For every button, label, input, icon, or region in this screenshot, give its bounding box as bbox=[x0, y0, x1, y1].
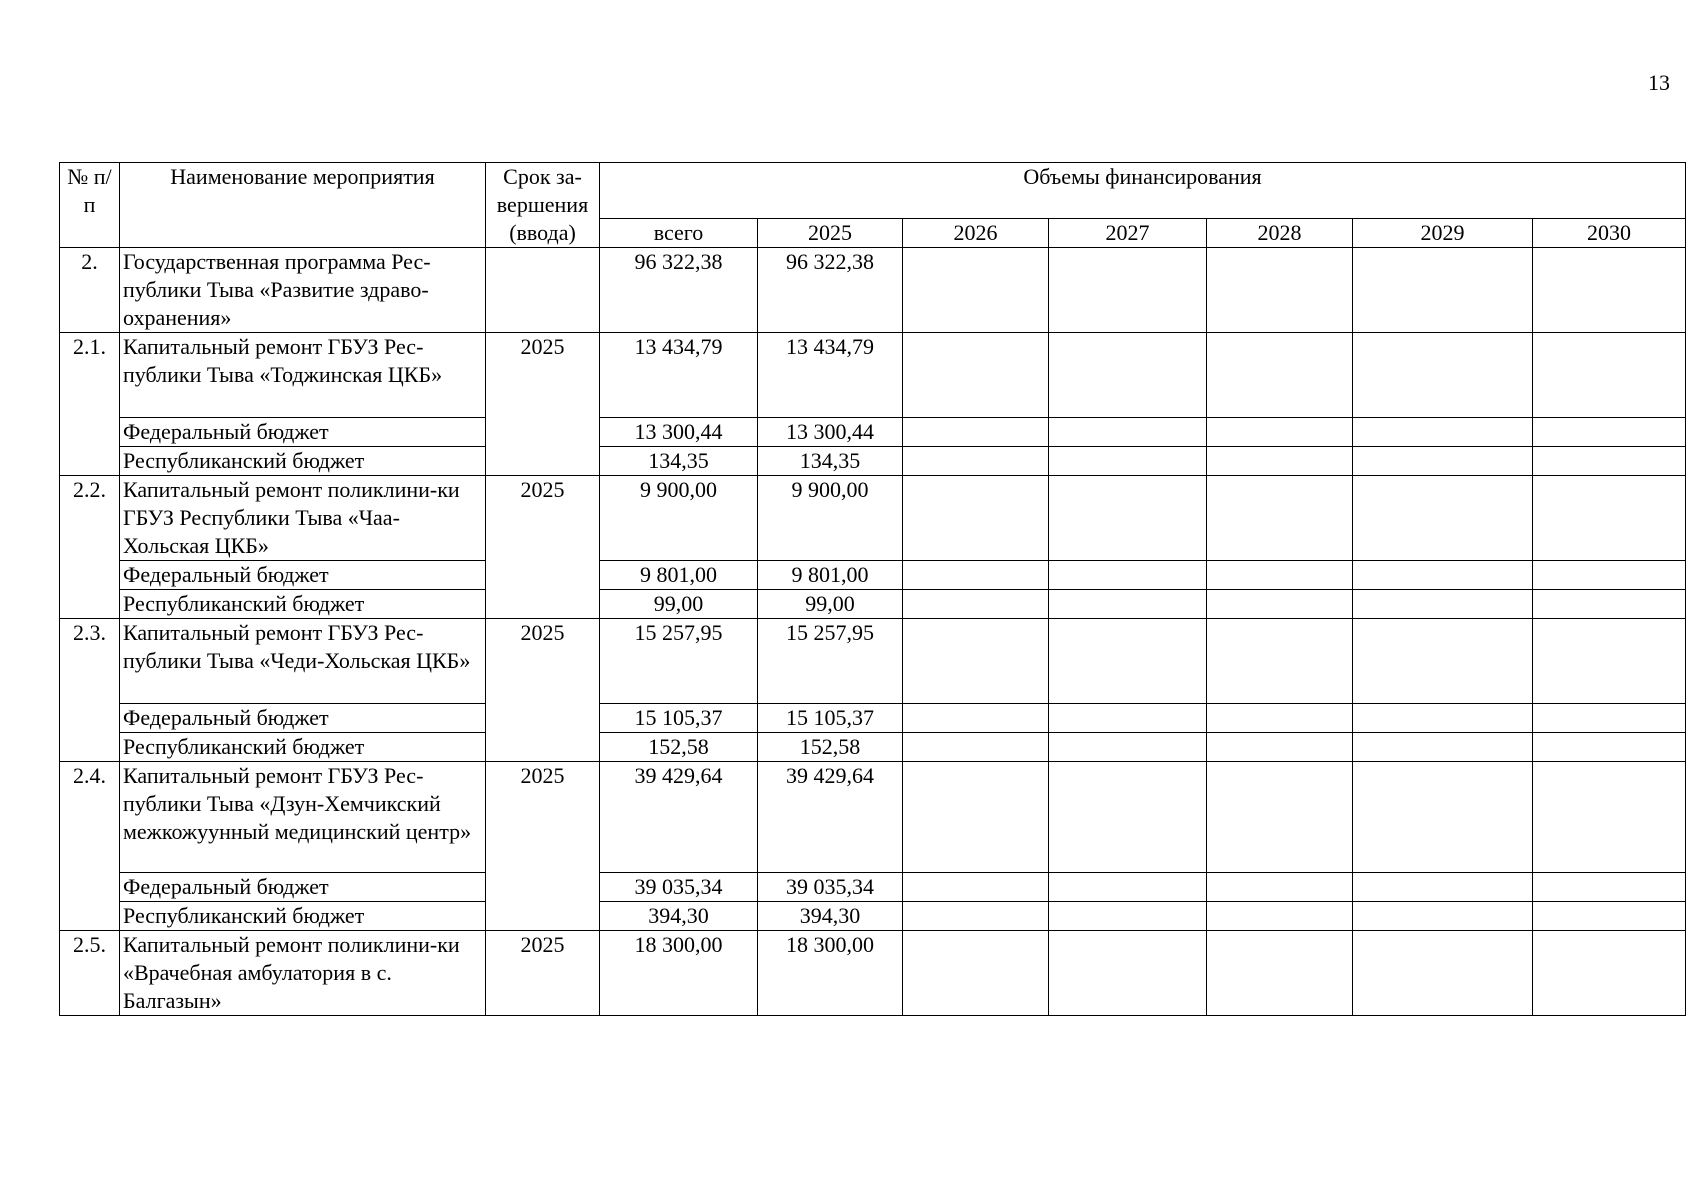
header-year: 2028 bbox=[1207, 218, 1353, 247]
table-row bbox=[60, 619, 1686, 704]
federal-total: 39 035,34 bbox=[600, 873, 758, 902]
row-deadline: 2025 bbox=[486, 476, 600, 619]
republic-2025: 99,00 bbox=[758, 590, 903, 619]
republic-total: 99,00 bbox=[600, 590, 758, 619]
header-num: № п/п bbox=[60, 163, 120, 248]
republic-total: 134,35 bbox=[600, 447, 758, 476]
row-name: Государственная программа Рес-публики Тыва «Развитие здраво-охранения» bbox=[120, 248, 486, 333]
federal-total: 15 105,37 bbox=[600, 704, 758, 733]
republic-budget-label: Республиканский бюджет bbox=[120, 447, 486, 476]
row-2025: 13 434,79 bbox=[758, 333, 903, 418]
federal-budget-label: Федеральный бюджет bbox=[120, 561, 486, 590]
row-num: 2.3. bbox=[60, 619, 120, 762]
header-year: 2027 bbox=[1049, 218, 1207, 247]
row-2025: 96 322,38 bbox=[758, 248, 903, 333]
federal-budget-label: Федеральный бюджет bbox=[120, 418, 486, 447]
row-deadline: 2025 bbox=[486, 333, 600, 476]
row-num: 2.4. bbox=[60, 762, 120, 931]
table-row bbox=[60, 762, 1686, 873]
header-funding: Объемы финансирования bbox=[600, 163, 1686, 219]
header-total: всего bbox=[600, 218, 758, 247]
row-name: Капитальный ремонт поликлини-ки ГБУЗ Республики Тыва «Чаа-Хольская ЦКБ» bbox=[120, 476, 486, 561]
row-deadline: 2025 bbox=[486, 762, 600, 931]
republic-budget-label: Республиканский бюджет bbox=[120, 733, 486, 762]
header-year: 2030 bbox=[1533, 218, 1686, 247]
federal-budget-label: Федеральный бюджет bbox=[120, 704, 486, 733]
header-name: Наименование мероприятия bbox=[120, 163, 486, 248]
federal-total: 9 801,00 bbox=[600, 561, 758, 590]
row-name: Капитальный ремонт ГБУЗ Рес-публики Тыва «Дзун-Хемчикский межкожуунный медицинский центр» bbox=[120, 762, 486, 873]
header-deadline: Срок за-вершения (ввода) bbox=[486, 163, 600, 248]
row-deadline: 2025 bbox=[486, 931, 600, 1016]
row-total: 15 257,95 bbox=[600, 619, 758, 704]
page-number: 13 bbox=[1648, 70, 1670, 95]
table-row bbox=[60, 704, 1686, 733]
federal-budget-label: Федеральный бюджет bbox=[120, 873, 486, 902]
republic-2025: 394,30 bbox=[758, 902, 903, 931]
republic-2025: 134,35 bbox=[758, 447, 903, 476]
row-name: Капитальный ремонт ГБУЗ Рес-публики Тыва «Тоджинская ЦКБ» bbox=[120, 333, 486, 418]
header-year: 2025 bbox=[758, 218, 903, 247]
table-row bbox=[60, 561, 1686, 590]
table-row bbox=[60, 418, 1686, 447]
row-deadline bbox=[486, 248, 600, 333]
table-row bbox=[60, 333, 1686, 418]
row-total: 96 322,38 bbox=[600, 248, 758, 333]
row-total: 18 300,00 bbox=[600, 931, 758, 1016]
federal-2025: 9 801,00 bbox=[758, 561, 903, 590]
row-num: 2.2. bbox=[60, 476, 120, 619]
row-total: 9 900,00 bbox=[600, 476, 758, 561]
row-total: 13 434,79 bbox=[600, 333, 758, 418]
federal-total: 13 300,44 bbox=[600, 418, 758, 447]
row-2025: 9 900,00 bbox=[758, 476, 903, 561]
federal-2025: 39 035,34 bbox=[758, 873, 903, 902]
row-num: 2. bbox=[60, 248, 120, 333]
republic-budget-label: Республиканский бюджет bbox=[120, 902, 486, 931]
row-2025: 15 257,95 bbox=[758, 619, 903, 704]
row-deadline: 2025 bbox=[486, 619, 600, 762]
row-name: Капитальный ремонт поликлини-ки «Врачебная амбулатория в с. Балгазын» bbox=[120, 931, 486, 1016]
table-row bbox=[60, 476, 1686, 561]
header-year: 2029 bbox=[1353, 218, 1533, 247]
republic-total: 152,58 bbox=[600, 733, 758, 762]
row-total: 39 429,64 bbox=[600, 762, 758, 873]
table-row bbox=[60, 902, 1686, 931]
table-row bbox=[60, 931, 1686, 1016]
table-row bbox=[60, 590, 1686, 619]
row-2025: 39 429,64 bbox=[758, 762, 903, 873]
federal-2025: 13 300,44 bbox=[758, 418, 903, 447]
table-row bbox=[60, 873, 1686, 902]
table-row bbox=[60, 447, 1686, 476]
federal-2025: 15 105,37 bbox=[758, 704, 903, 733]
republic-total: 394,30 bbox=[600, 902, 758, 931]
republic-budget-label: Республиканский бюджет bbox=[120, 590, 486, 619]
row-num: 2.5. bbox=[60, 931, 120, 1016]
republic-2025: 152,58 bbox=[758, 733, 903, 762]
table-row bbox=[60, 248, 1686, 333]
table-row bbox=[60, 733, 1686, 762]
funding-table bbox=[59, 162, 1686, 1016]
header-year: 2026 bbox=[903, 218, 1049, 247]
row-num: 2.1. bbox=[60, 333, 120, 476]
row-2025: 18 300,00 bbox=[758, 931, 903, 1016]
row-name: Капитальный ремонт ГБУЗ Рес-публики Тыва «Чеди-Хольская ЦКБ» bbox=[120, 619, 486, 704]
